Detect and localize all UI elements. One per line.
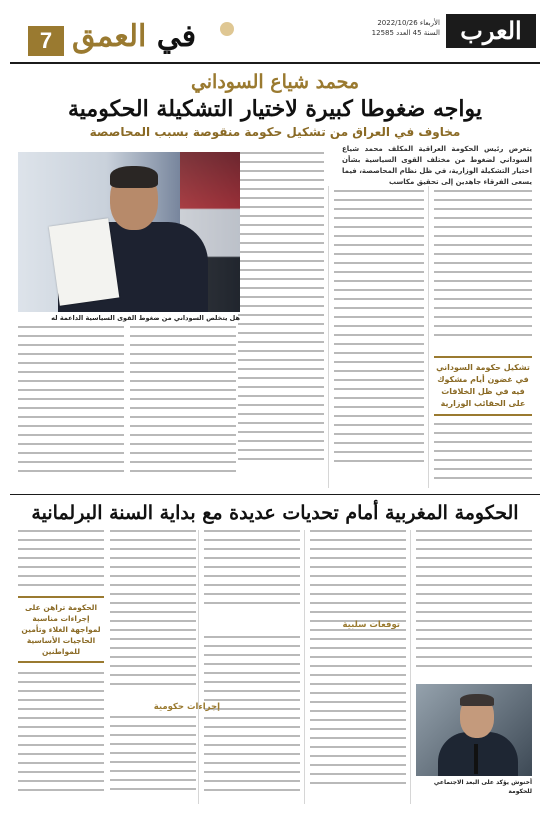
issue-info bbox=[372, 18, 440, 38]
section-ornament-icon bbox=[220, 22, 234, 36]
story1-column-2 bbox=[334, 190, 424, 488]
column-separator bbox=[198, 530, 199, 804]
story1-kicker: محمد شياع السوداني bbox=[190, 71, 360, 93]
masthead-logo: العرب bbox=[446, 14, 536, 48]
story2-photo-caption: أخنوش يؤكد على البعد الاجتماعي للحكومة bbox=[433, 779, 532, 795]
microphone-icon bbox=[474, 744, 478, 774]
story2-column-1 bbox=[416, 530, 532, 680]
story1-photo bbox=[18, 152, 240, 312]
story2-photo bbox=[416, 684, 532, 776]
story1-photo-caption: هل يتخلص السوداني من ضغوط القوى السياسية الداعمة له bbox=[51, 314, 240, 322]
story2-headline: الحكومة المغربية أمام تحديات عديدة مع بداية السنة البرلمانية bbox=[31, 502, 519, 524]
story2-column-3b bbox=[204, 636, 300, 804]
column-separator bbox=[410, 530, 411, 804]
story2-subhead-b: توقعات سلبية bbox=[342, 620, 400, 630]
story2-column-2 bbox=[310, 530, 406, 804]
story1-pull-quote-text: تشكيل حكومة السوداني في غضون أيام مشكوك فيه في ظل الخلافات على الحقائب الوزارية bbox=[436, 363, 530, 408]
column-separator bbox=[428, 186, 429, 488]
story2-pull-quote-text: الحكومة تراهن على إجراءات مناسبة لمواجهة الغلاء وتأمين الحاجيات الأساسية للمواطنين bbox=[21, 603, 101, 656]
story2-column-4a bbox=[110, 530, 196, 696]
story2-column-5b bbox=[18, 672, 104, 804]
story1-column-3 bbox=[238, 152, 324, 488]
story1-column-4 bbox=[18, 326, 124, 488]
story2-pull-quote bbox=[18, 596, 104, 663]
story1-column-1 bbox=[434, 190, 532, 350]
story2-subhead-a: إجراءات حكومية bbox=[153, 702, 220, 712]
column-separator bbox=[328, 186, 329, 488]
story2-column-3a bbox=[204, 530, 300, 616]
story1-pull-quote bbox=[434, 356, 532, 416]
story1-headline: يواجه ضغوطا كبيرة لاختيار التشكيلة الحكومية bbox=[67, 96, 483, 122]
section-title-word1: في bbox=[156, 19, 197, 54]
section-title-word2: العمق bbox=[72, 19, 147, 54]
story1-column-5 bbox=[130, 326, 236, 488]
story1-lead: يتعرض رئيس الحكومة العراقية المكلف محمد شياع السوداني لضغوط من مختلف القوى السياسية بشأن اختيار التشكيلة الوزارية، في ظل نظام المحاصصة، فيما يسعى الفرقاء جاهدين إلى تحقيق مكاسب bbox=[342, 145, 532, 186]
issue-number: السنة 45 العدد 12585 bbox=[371, 29, 440, 37]
issue-date: الأربعاء 2022/10/26 bbox=[377, 19, 440, 27]
page-header bbox=[0, 0, 550, 62]
story2-column-4b bbox=[110, 716, 196, 804]
header-divider bbox=[10, 62, 540, 64]
column-separator bbox=[304, 530, 305, 804]
story1-column-1b bbox=[434, 414, 532, 488]
section-title bbox=[72, 20, 196, 54]
story1-subhead: مخاوف في العراق من تشكيل حكومة منقوصة بسبب المحاصصة bbox=[89, 125, 461, 139]
story-divider bbox=[10, 494, 540, 495]
page-number: 7 bbox=[28, 26, 64, 56]
story2-column-5a bbox=[18, 530, 104, 590]
